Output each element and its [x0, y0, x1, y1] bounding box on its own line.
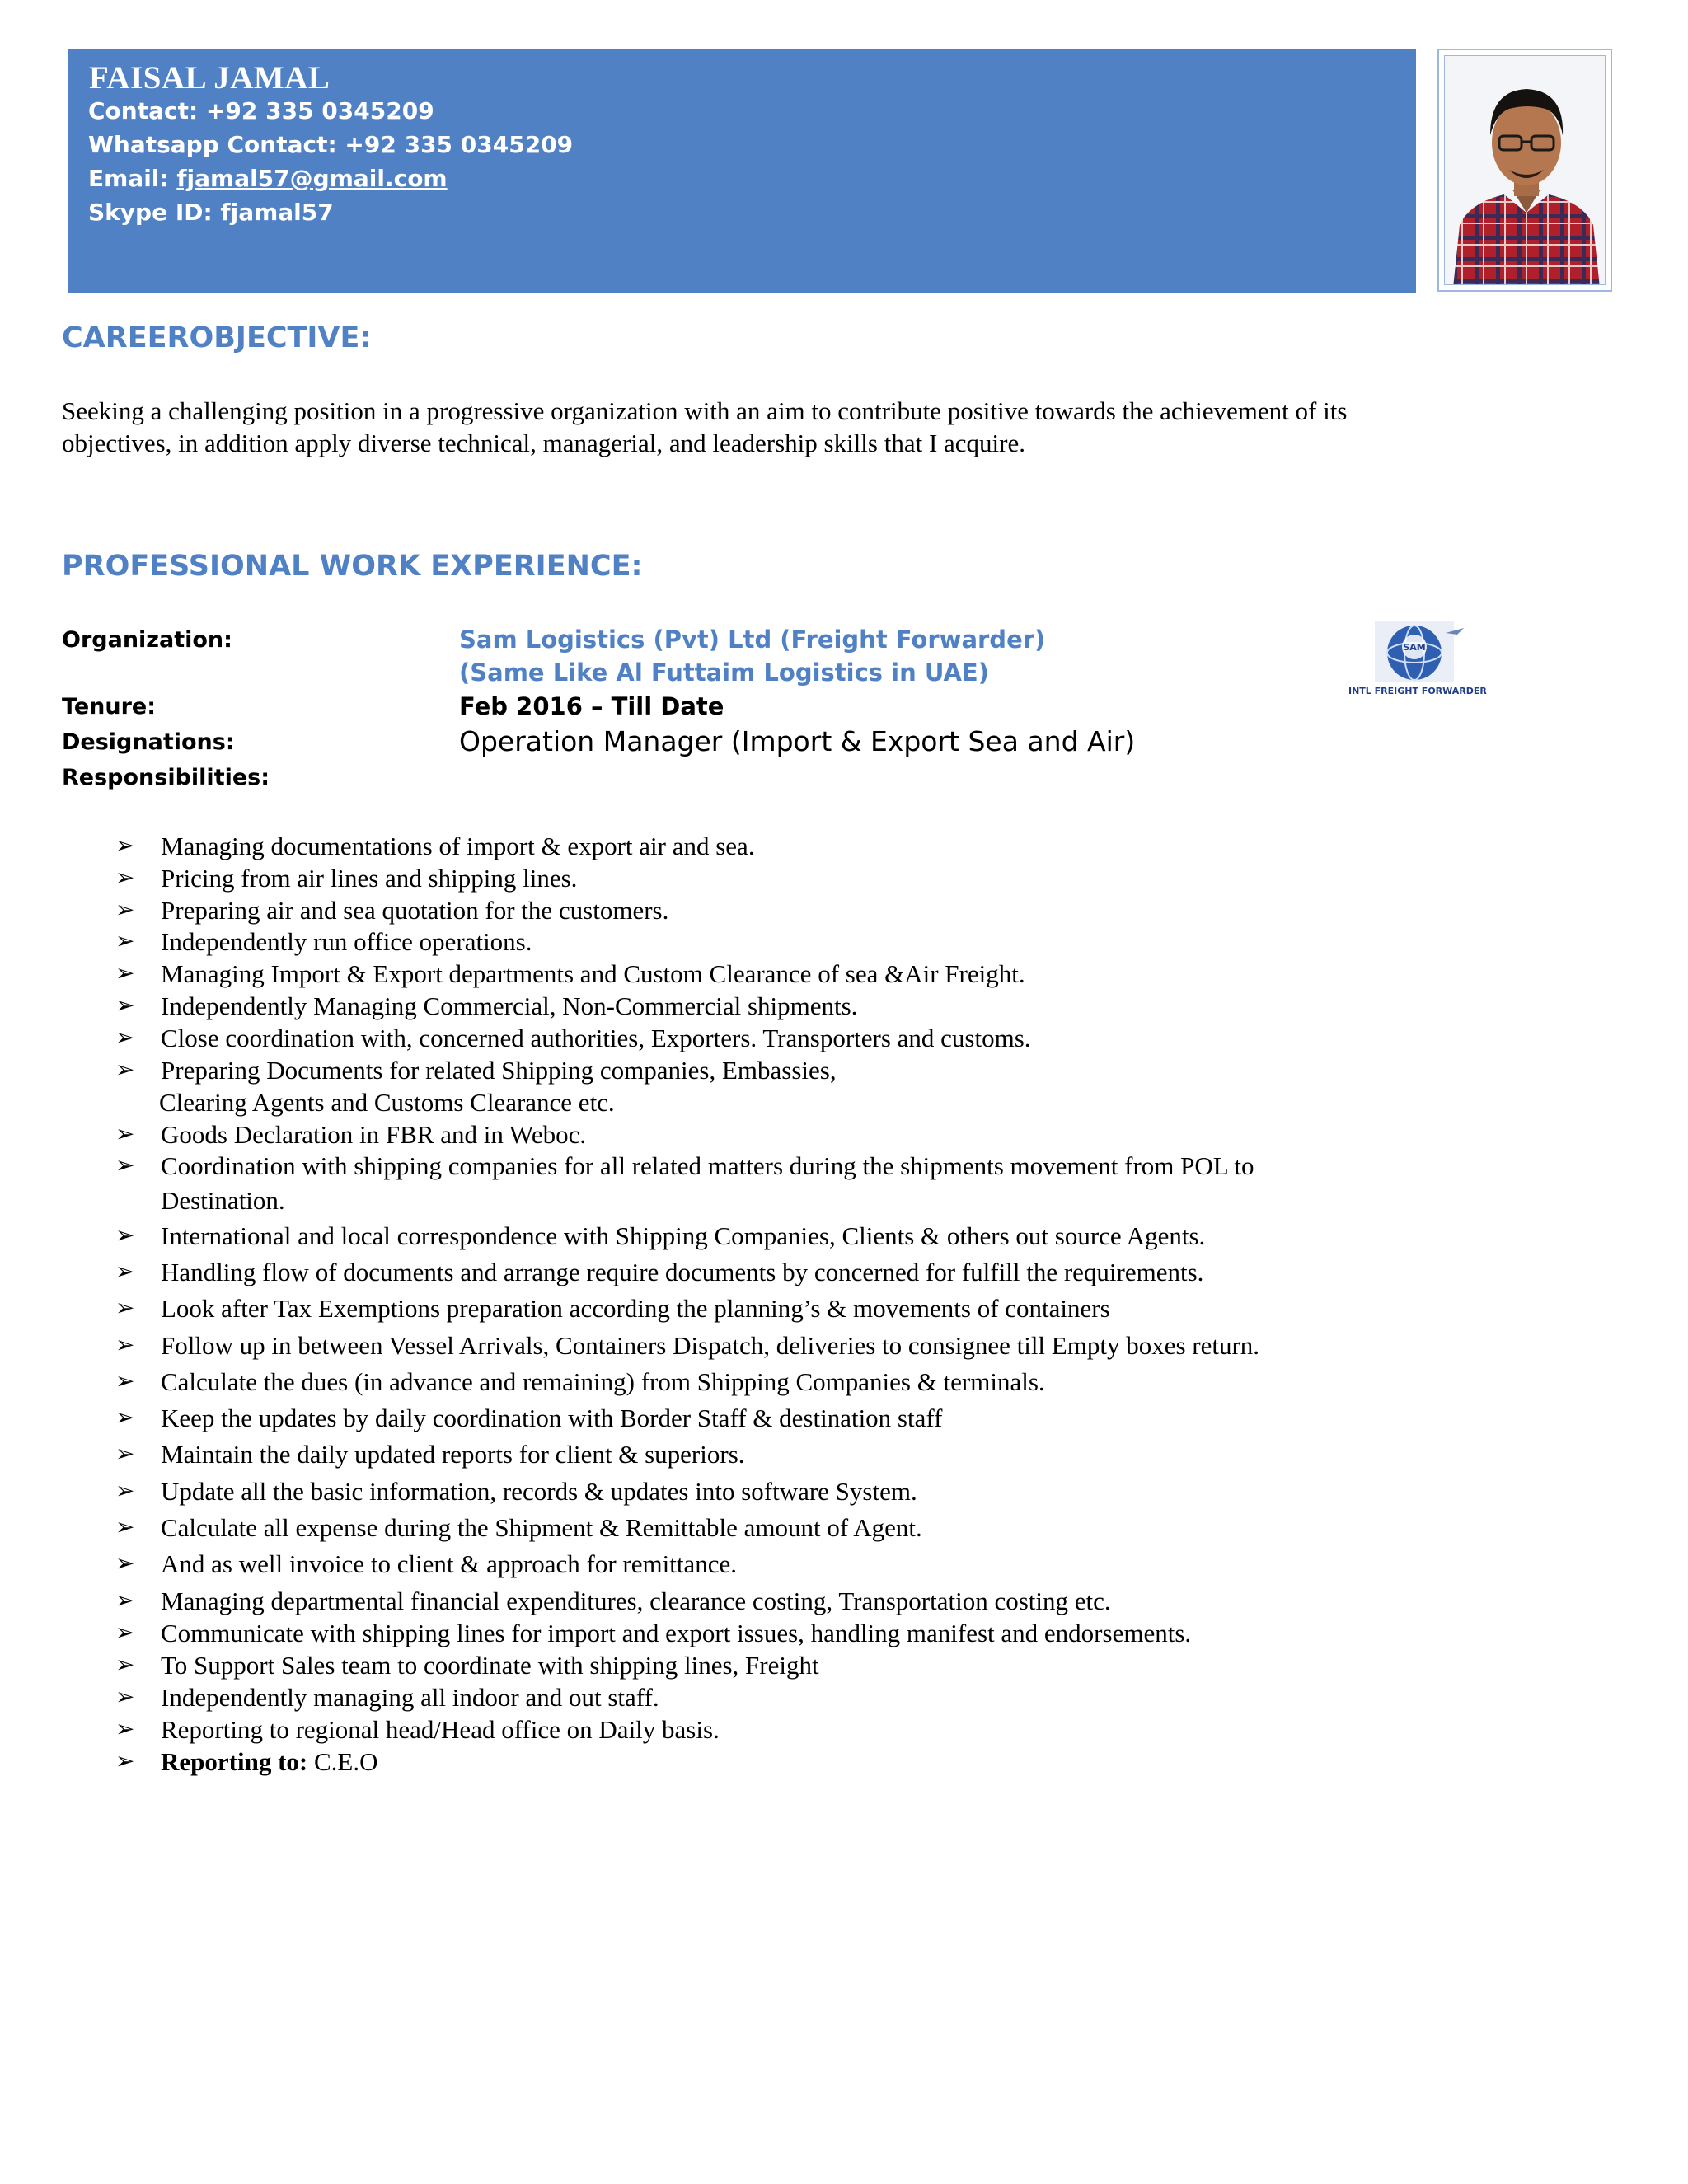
responsibility-text: Preparing air and sea quotation for the customers. [161, 896, 669, 925]
candidate-name: FAISAL JAMAL [89, 60, 331, 96]
arrow-bullet-icon: ➢ [115, 1333, 135, 1358]
reporting-to-text [161, 1746, 377, 1778]
responsibility-text: Keep the updates by daily coordination with Border Staff & destination staff [161, 1404, 943, 1432]
responsibility-text: Independently run office operations. [161, 927, 532, 956]
responsibility-continuation: Clearing Agents and Customs Clearance etc. [159, 1088, 615, 1117]
responsibility-text: Managing documentations of import & export air and sea. [161, 832, 755, 860]
responsibility-text: Close coordination with, concerned authorities, Exporters. Transporters and customs. [161, 1024, 1031, 1052]
company-logo [1348, 620, 1487, 702]
contact-phone: Contact: +92 335 0345209 [88, 97, 434, 124]
arrow-bullet-icon: ➢ [115, 1025, 135, 1051]
arrow-bullet-icon: ➢ [115, 1685, 135, 1710]
email-line [88, 165, 448, 192]
logo-caption: INTL FREIGHT FORWARDER [1348, 686, 1487, 696]
responsibility-text: Goods Declaration in FBR and in Weboc. [161, 1120, 587, 1149]
designation-value: Operation Manager (Import & Export Sea and Air) [459, 725, 1136, 757]
arrow-bullet-icon: ➢ [115, 865, 135, 891]
arrow-bullet-icon: ➢ [115, 1551, 135, 1577]
arrow-bullet-icon: ➢ [115, 1057, 135, 1083]
responsibility-text: Managing Import & Export departments and Custom Clearance of sea &Air Freight. [161, 959, 1025, 988]
responsibility-text: Coordination with shipping companies for all related matters during the shipments movement from POL to [161, 1151, 1254, 1180]
tenure-value: Feb 2016 – Till Date [459, 692, 724, 720]
arrow-bullet-icon: ➢ [115, 1296, 135, 1321]
profile-photo [1437, 49, 1612, 292]
responsibility-text: Follow up in between Vessel Arrivals, Containers Dispatch, deliveries to consignee till Empty boxes return. [161, 1331, 1260, 1360]
logo-badge-text: SAM [1403, 642, 1426, 653]
reporting-to-value: C.E.O [307, 1747, 378, 1776]
arrow-bullet-icon: ➢ [115, 833, 135, 859]
designations-label: Designations: [62, 729, 235, 755]
email-link[interactable]: fjamal57@gmail.com [176, 165, 448, 192]
responsibility-text: Pricing from air lines and shipping lines. [161, 864, 578, 893]
arrow-bullet-icon: ➢ [115, 1717, 135, 1742]
arrow-bullet-icon: ➢ [115, 1588, 135, 1614]
responsibility-text: Communicate with shipping lines for import and export issues, handling manifest and endorsements. [161, 1619, 1192, 1647]
globe-logo-icon [1348, 620, 1480, 686]
responsibility-text: Preparing Documents for related Shipping companies, Embassies, [161, 1056, 837, 1085]
arrow-bullet-icon: ➢ [115, 1749, 135, 1774]
responsibility-text: Managing departmental financial expenditures, clearance costing, Transportation costing etc. [161, 1586, 1111, 1615]
responsibility-text: And as well invoice to client & approach for remittance. [161, 1549, 737, 1578]
responsibility-text: Look after Tax Exemptions preparation according the planning’s & movements of containers [161, 1294, 1110, 1323]
organization-label: Organization: [62, 627, 232, 653]
responsibility-continuation: Destination. [161, 1186, 285, 1215]
organization-note: (Same Like Al Futtaim Logistics in UAE) [459, 658, 989, 687]
responsibility-text: To Support Sales team to coordinate with shipping lines, Freight [161, 1651, 819, 1680]
arrow-bullet-icon: ➢ [115, 993, 135, 1019]
responsibility-text: Independently Managing Commercial, Non-Commercial shipments. [161, 991, 858, 1020]
skype-id: Skype ID: fjamal57 [88, 199, 334, 226]
arrow-bullet-icon: ➢ [115, 1441, 135, 1467]
career-objective-heading: CAREEROBJECTIVE: [62, 321, 372, 354]
responsibility-text: Independently managing all indoor and out staff. [161, 1683, 659, 1712]
arrow-bullet-icon: ➢ [115, 1259, 135, 1285]
arrow-bullet-icon: ➢ [115, 1479, 135, 1504]
responsibility-text: Maintain the daily updated reports for client & superiors. [161, 1440, 745, 1469]
responsibility-text: International and local correspondence with Shipping Companies, Clients & others out source Agents. [161, 1221, 1206, 1250]
responsibility-text: Calculate all expense during the Shipment & Remittable amount of Agent. [161, 1513, 922, 1542]
responsibility-text: Calculate the dues (in advance and remaining) from Shipping Companies & terminals. [161, 1367, 1045, 1396]
work-experience-heading: PROFESSIONAL WORK EXPERIENCE: [62, 550, 643, 583]
tenure-label: Tenure: [62, 694, 157, 719]
arrow-bullet-icon: ➢ [115, 898, 135, 923]
objective-line-2: objectives, in addition apply diverse technical, managerial, and leadership skills that I acquire. [62, 429, 1025, 457]
arrow-bullet-icon: ➢ [115, 1652, 135, 1678]
responsibility-text: Handling flow of documents and arrange require documents by concerned for fulfill the requirements. [161, 1258, 1204, 1286]
arrow-bullet-icon: ➢ [115, 1122, 135, 1147]
objective-line-1: Seeking a challenging position in a progressive organization with an aim to contribute positive towards the achievement of its [62, 396, 1348, 425]
arrow-bullet-icon: ➢ [115, 1515, 135, 1540]
arrow-bullet-icon: ➢ [115, 961, 135, 987]
email-label: Email: [88, 165, 177, 192]
arrow-bullet-icon: ➢ [115, 1405, 135, 1431]
organization-name: Sam Logistics (Pvt) Ltd (Freight Forwarder) [459, 626, 1046, 654]
arrow-bullet-icon: ➢ [115, 1153, 135, 1179]
responsibilities-label: Responsibilities: [62, 765, 270, 790]
responsibility-text: Update all the basic information, records & updates into software System. [161, 1477, 917, 1506]
arrow-bullet-icon: ➢ [115, 929, 135, 954]
arrow-bullet-icon: ➢ [115, 1620, 135, 1646]
arrow-bullet-icon: ➢ [115, 1223, 135, 1249]
responsibility-text: Reporting to regional head/Head office on Daily basis. [161, 1715, 720, 1744]
arrow-bullet-icon: ➢ [115, 1369, 135, 1394]
whatsapp-contact: Whatsapp Contact: +92 335 0345209 [88, 131, 574, 158]
person-portrait-icon [1445, 56, 1606, 285]
reporting-to-label: Reporting to: [161, 1747, 308, 1776]
